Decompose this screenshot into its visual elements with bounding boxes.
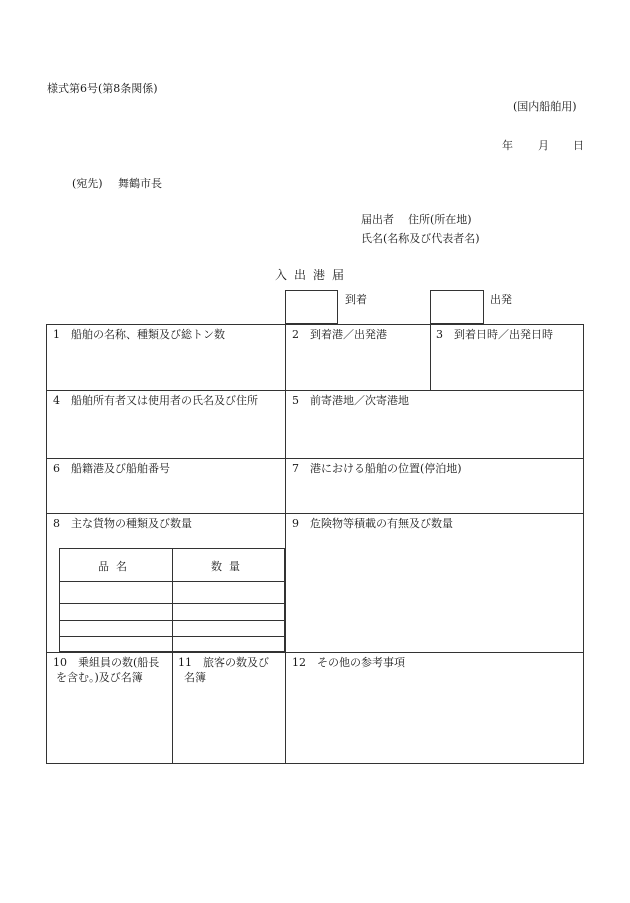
field-crew-line2: を含む。)及び名簿 [56, 671, 143, 684]
page-title: 入出港届 [275, 268, 352, 282]
name-label: 氏名(名称及び代表者名) [361, 232, 480, 245]
cargo-cell-quantity[interactable] [173, 637, 284, 651]
field-crew-line1[interactable]: 10 乗組員の数(船長 [53, 656, 160, 669]
row-divider-4 [46, 652, 584, 653]
address-label: 住所(所在地) [408, 213, 472, 226]
row-divider-3 [46, 513, 584, 514]
arrival-checkbox[interactable] [285, 290, 338, 324]
cargo-cell-item[interactable] [60, 621, 171, 635]
field-datetime[interactable]: 3 到着日時／出発日時 [436, 328, 553, 341]
cargo-cell-quantity[interactable] [173, 582, 284, 602]
date-year: 年 [502, 139, 513, 152]
cargo-header-quantity: 数量 [211, 560, 247, 573]
field-passengers-line2: 名簿 [184, 671, 206, 684]
field-vessel-name[interactable]: 1 船舶の名称、種類及び総トン数 [53, 328, 225, 341]
field-port[interactable]: 2 到着港／出発港 [292, 328, 387, 341]
cargo-header-item: 品名 [98, 560, 134, 573]
column-divider-main [285, 324, 286, 764]
date-day: 日 [573, 139, 584, 152]
cargo-cell-quantity[interactable] [173, 604, 284, 619]
column-divider-row1 [430, 324, 431, 390]
field-anchorage[interactable]: 7 港における船舶の位置(停泊地) [292, 462, 462, 475]
addressee: 舞鶴市長 [118, 177, 162, 190]
form-type-label: (国内船舶用) [513, 100, 577, 113]
field-prev-next-port[interactable]: 5 前寄港地／次寄港地 [292, 394, 409, 407]
row-divider-2 [46, 458, 584, 459]
form-number: 様式第6号(第8条関係) [47, 82, 158, 95]
addressee-prefix: (宛先) [72, 177, 103, 190]
field-cargo: 8 主な貨物の種類及び数量 [53, 517, 192, 530]
row-divider-1 [46, 390, 584, 391]
field-dangerous-goods[interactable]: 9 危険物等積載の有無及び数量 [292, 517, 453, 530]
field-owner[interactable]: 4 船舶所有者又は使用者の氏名及び住所 [53, 394, 258, 407]
arrival-label: 到着 [345, 293, 367, 306]
cargo-cell-quantity[interactable] [173, 621, 284, 635]
field-passengers-line1[interactable]: 11 旅客の数及び [178, 656, 269, 669]
cargo-cell-item[interactable] [60, 604, 171, 619]
cargo-cell-item[interactable] [60, 582, 171, 602]
date-month: 月 [538, 139, 549, 152]
field-registry[interactable]: 6 船籍港及び船舶番号 [53, 462, 170, 475]
cargo-cell-item[interactable] [60, 637, 171, 651]
field-remarks[interactable]: 12 その他の参考事項 [292, 656, 405, 669]
departure-checkbox[interactable] [430, 290, 484, 324]
departure-label: 出発 [490, 293, 512, 306]
applicant-label: 届出者 [361, 213, 394, 226]
column-divider-row5 [172, 652, 173, 764]
